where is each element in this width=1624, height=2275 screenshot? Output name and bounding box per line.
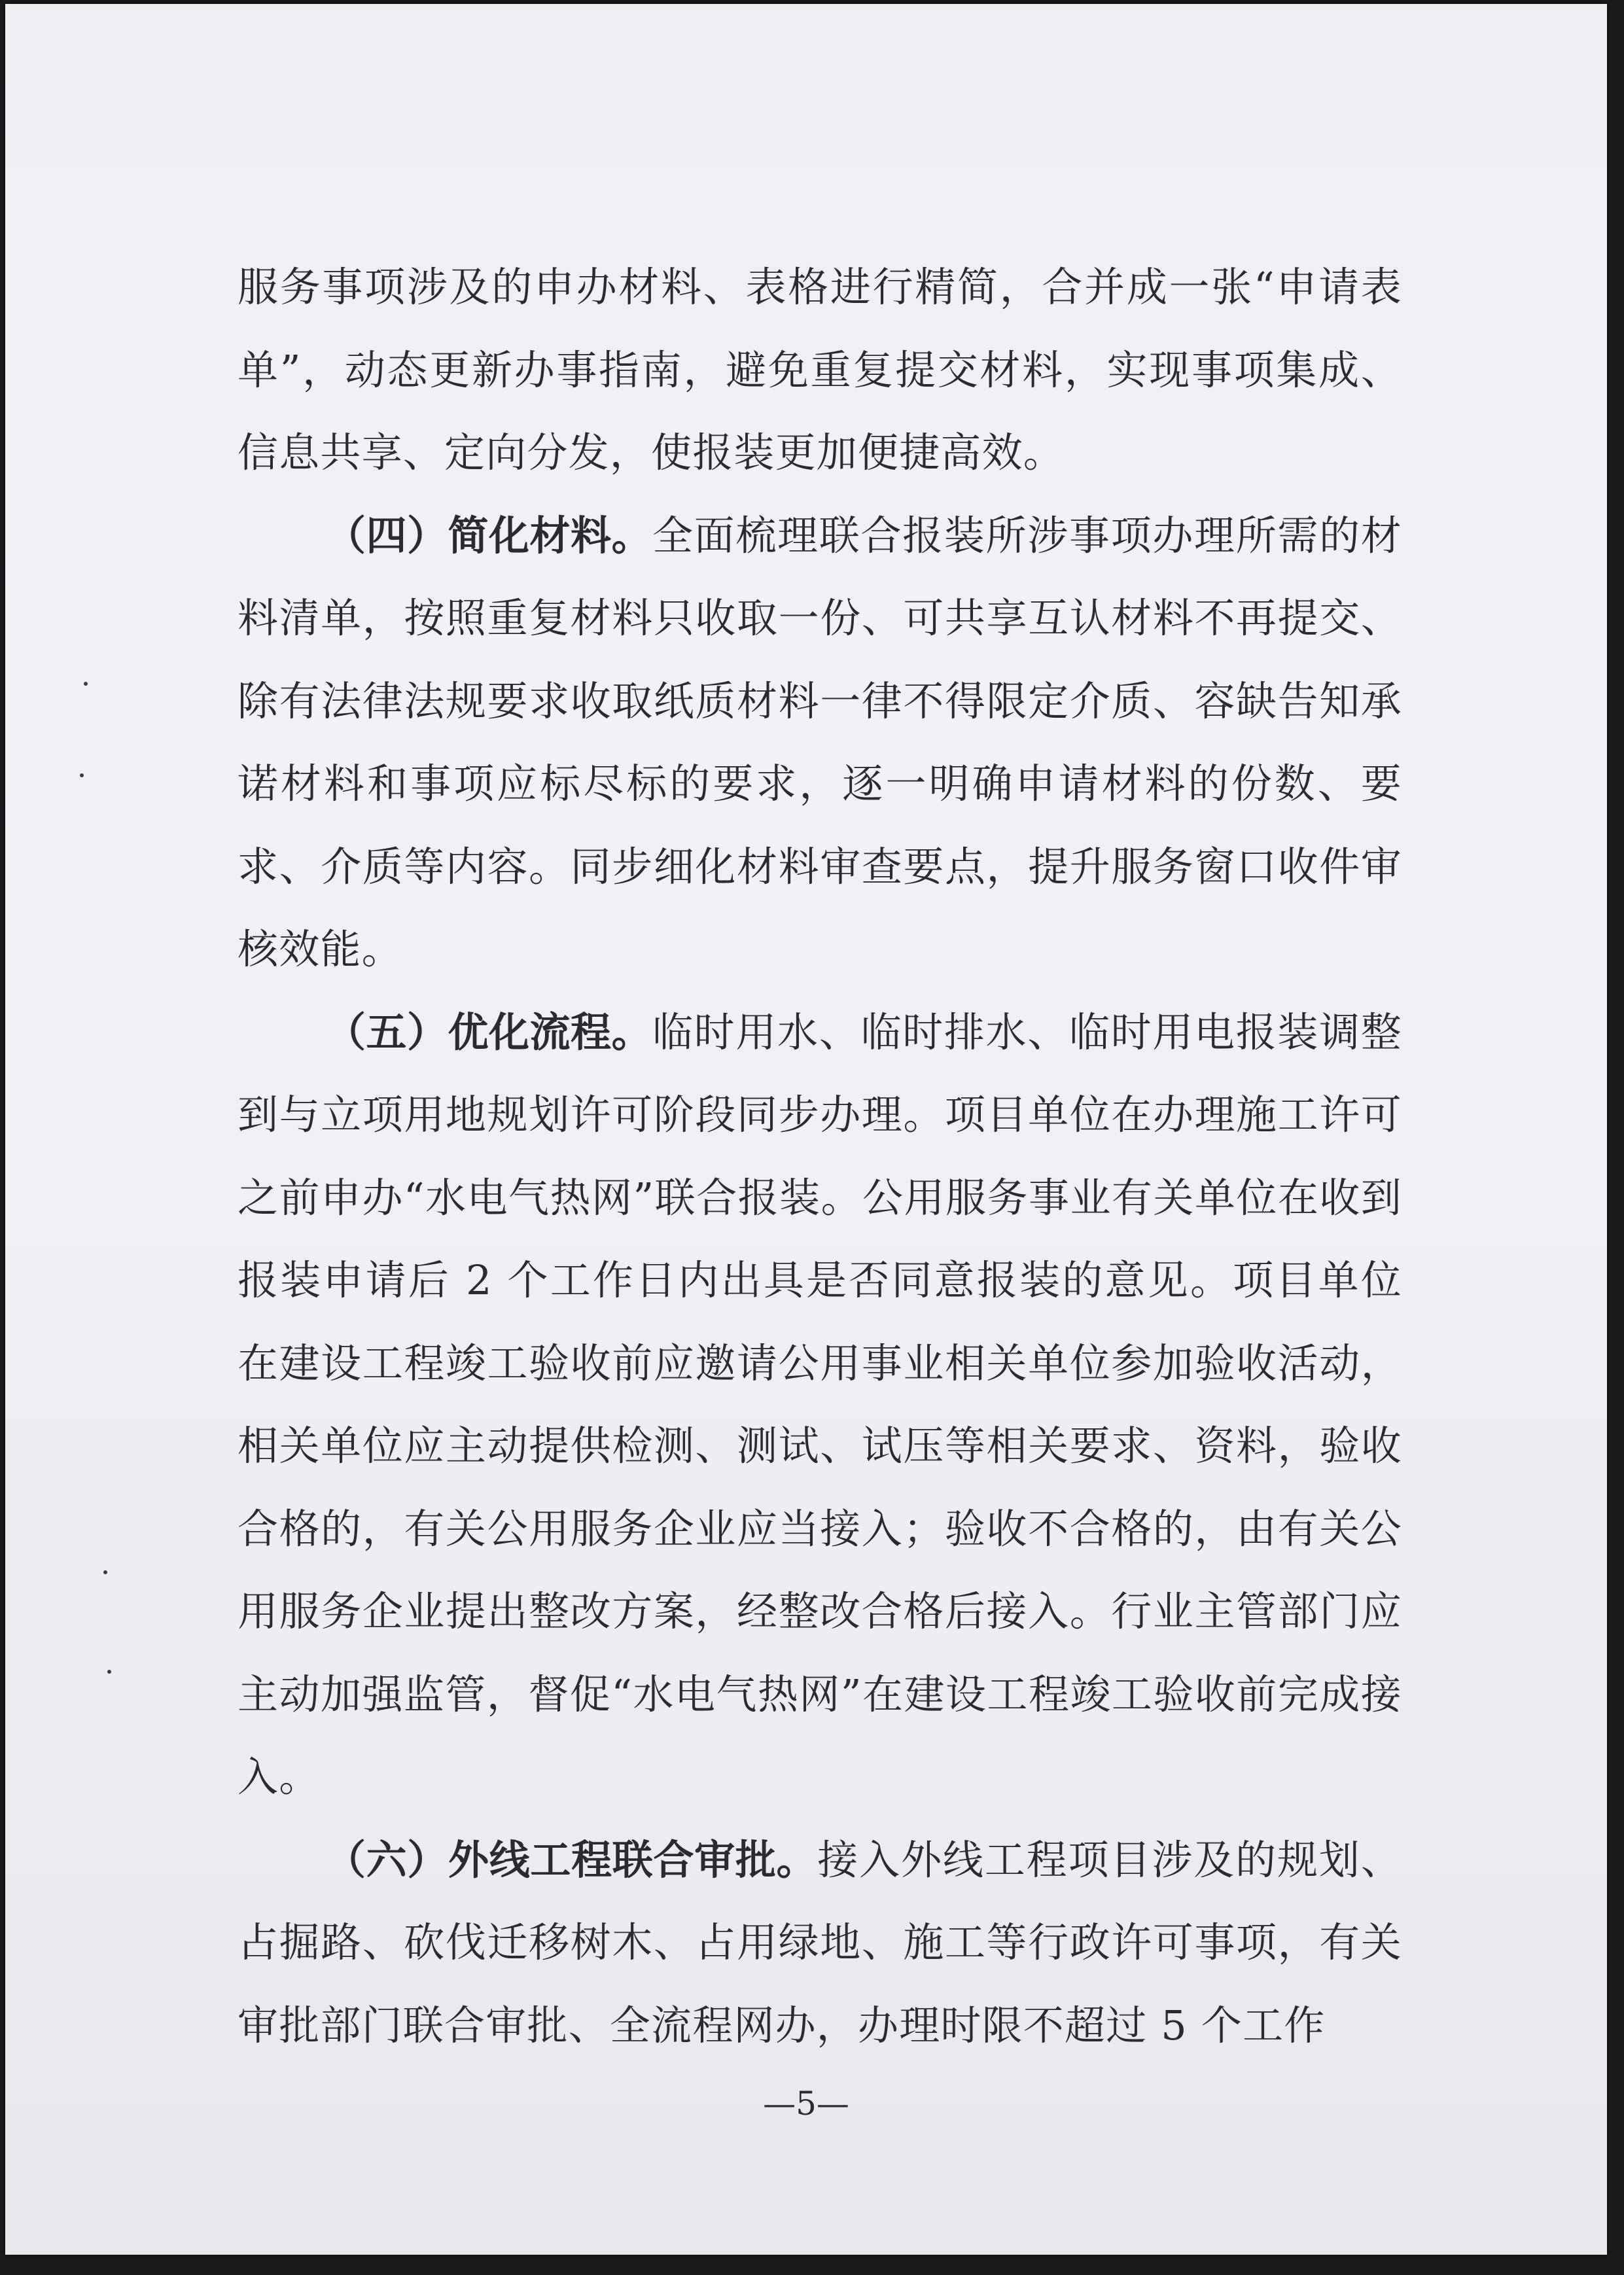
paragraph-simplify-materials: [238, 495, 1402, 991]
paragraph-optimize-process: [238, 991, 1402, 1819]
document-body: [238, 246, 1402, 2067]
paragraph-text: 临时用水、临时排水、临时用电报装调整到与立项用地规划许可阶段同步办理。项目单位在办理施工许可之前申办“水电气热网”联合报装。公用服务事业有关单位在收到报装申请后 2 个工作日内出具是否同意报装的意见。项目单位在建设工程竣工验收前应邀请公用事业相关单位参加验收活动，相关单位应主动提供检测、测试、试压等相关要求、资料，验收合格的，有关公用服务企业应当接入；验收不合格的，由有关公用服务企业提出整改方案，经整改合格后接入。行业主管部门应主动加强监管，督促“水电气热网”在建设工程竣工验收前完成接入。: [238, 1008, 1402, 1801]
paragraph-continuation: [238, 246, 1402, 495]
binding-hole-mark: [107, 1670, 111, 1674]
paragraph-joint-approval: [238, 1819, 1402, 2068]
binding-hole-mark: [103, 1570, 107, 1574]
section-heading: （五）优化流程。: [325, 1008, 652, 1056]
section-heading: （六）外线工程联合审批。: [325, 1835, 818, 1884]
paragraph-text: 服务事项涉及的申办材料、表格进行精简，合并成一张“申请表单”，动态更新办事指南，避免重复提交材料，实现事项集成、信息共享、定向分发，使报装更加便捷高效。: [238, 263, 1402, 476]
document-page: [5, 4, 1607, 2255]
page-number: —5—: [763, 2085, 849, 2123]
binding-hole-mark: [84, 682, 88, 686]
section-heading: （四）简化材料。: [325, 511, 652, 559]
binding-hole-mark: [80, 773, 84, 777]
paragraph-text: 全面梳理联合报装所涉事项办理所需的材料清单，按照重复材料只收取一份、可共享互认材料不再提交、除有法律法规要求收取纸质材料一律不得限定介质、容缺告知承诺材料和事项应标尽标的要求，逐一明确申请材料的份数、要求、介质等内容。同步细化材料审查要点，提升服务窗口收件审核效能。: [238, 511, 1402, 973]
paragraph-text: 接入外线工程项目涉及的规划、占掘路、砍伐迁移树木、占用绿地、施工等行政许可事项，有关审批部门联合审批、全流程网办，办理时限不超过 5 个工作: [238, 1835, 1402, 2049]
